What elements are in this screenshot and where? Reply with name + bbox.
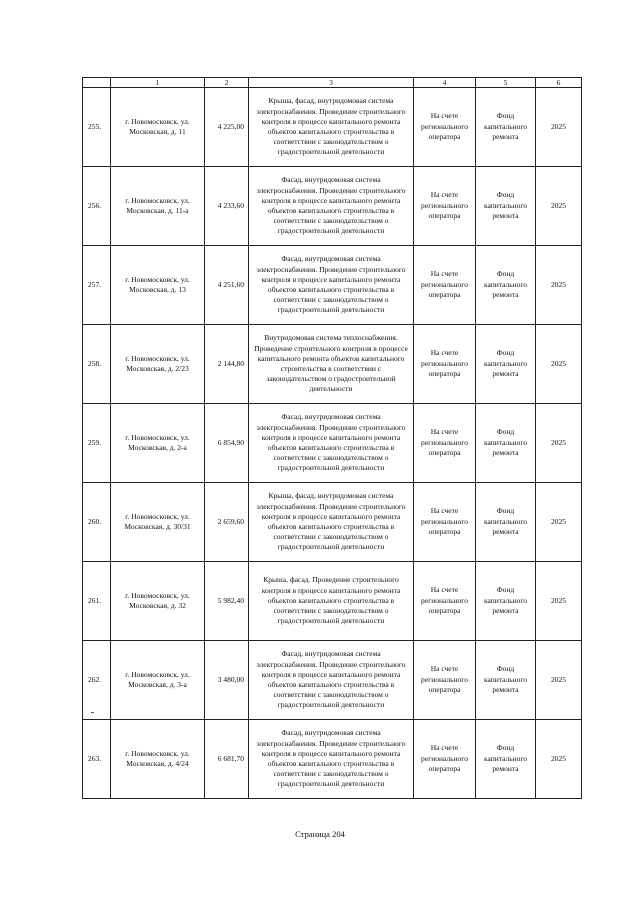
address-cell: г. Новомосковск, ул. Московская, д. 11 [111,88,205,167]
area-cell: 4 225,00 [205,88,249,167]
year-cell: 2025 [536,246,582,325]
funding-source-cell: Фонд капитального ремонта [476,325,536,404]
header-cell: 3 [249,78,414,88]
header-cell: 2 [205,78,249,88]
funding-source-cell: Фонд капитального ремонта [476,246,536,325]
funding-source-cell: Фонд капитального ремонта [476,88,536,167]
row-number-cell: 260. [83,483,111,562]
works-description-cell: Внутридомовая система теплоснабжения. Проведение строительного контроля в процессе капитального ремонта объектов капитального строительства в соответствии с законодательством о градостроительной деятельности [249,325,414,404]
header-cell: 1 [111,78,205,88]
works-description-cell: Фасад, внутридомовая система электроснабжения. Проведение строительного контроля в процессе капитального ремонта объектов капитального строительства в соответствии с законодательством о градостроительной деятельности [249,641,414,720]
account-type-cell: На счете регионального оператора [414,562,476,641]
account-type-cell: На счете регионального оператора [414,483,476,562]
table-row [83,246,582,325]
table-header-row [83,78,582,88]
year-cell: 2025 [536,483,582,562]
funding-source-cell: Фонд капитального ремонта [476,404,536,483]
table-row [83,404,582,483]
page-number: Страница 204 [295,829,345,839]
table-row [83,88,582,167]
address-cell: г. Новомосковск, ул. Московская, д. 32 [111,562,205,641]
area-cell: 6 681,70 [205,720,249,799]
table-row [83,325,582,404]
account-type-cell: На счете регионального оператора [414,246,476,325]
funding-source-cell: Фонд капитального ремонта [476,483,536,562]
address-cell: г. Новомосковск, ул. Московская, д. 13 [111,246,205,325]
table-row [83,167,582,246]
address-cell: г. Новомосковск, ул. Московская, д. 4/24 [111,720,205,799]
funding-source-cell: Фонд капитального ремонта [476,641,536,720]
year-cell: 2025 [536,404,582,483]
address-cell: г. Новомосковск, ул. Московская, д. 2/23 [111,325,205,404]
area-cell: 2 144,80 [205,325,249,404]
account-type-cell: На счете регионального оператора [414,167,476,246]
row-number-cell: 263. [83,720,111,799]
account-type-cell: На счете регионального оператора [414,325,476,404]
row-number-cell: 256. [83,167,111,246]
table-row [83,562,582,641]
works-description-cell: Фасад, внутридомовая система электроснабжения. Проведение строительного контроля в процессе капитального ремонта объектов капитального строительства в соответствии с законодательством о градостроительной деятельности [249,167,414,246]
header-cell: 6 [536,78,582,88]
area-cell: 4 251,60 [205,246,249,325]
address-cell: г. Новомосковск, ул. Московская, д. 30/31 [111,483,205,562]
header-cell: 5 [476,78,536,88]
year-cell: 2025 [536,720,582,799]
funding-source-cell: Фонд капитального ремонта [476,562,536,641]
works-description-cell: Фасад, внутридомовая система электроснабжения. Проведение строительного контроля в процессе капитального ремонта объектов капитального строительства в соответствии с законодательством о градостроительной деятельности [249,246,414,325]
account-type-cell: На счете регионального оператора [414,720,476,799]
year-cell: 2025 [536,562,582,641]
area-cell: 3 480,00 [205,641,249,720]
row-number-cell: 257. [83,246,111,325]
repair-plan-table [82,77,582,799]
table-row [83,641,582,720]
funding-source-cell: Фонд капитального ремонта [476,720,536,799]
row-number-cell: 261. [83,562,111,641]
year-cell: 2025 [536,641,582,720]
document-sheet [82,77,581,799]
works-description-cell: Фасад, внутридомовая система электроснабжения. Проведение строительного контроля в процессе капитального ремонта объектов капитального строительства в соответствии с законодательством о градостроительной деятельности [249,404,414,483]
area-cell: 5 982,40 [205,562,249,641]
row-number-cell: 262. [83,641,111,720]
row-number-cell: 258. [83,325,111,404]
account-type-cell: На счете регионального оператора [414,404,476,483]
area-cell: 2 659,60 [205,483,249,562]
table-row [83,720,582,799]
year-cell: 2025 [536,325,582,404]
account-type-cell: На счете регионального оператора [414,88,476,167]
works-description-cell: Крыша, фасад, внутридомовая система электроснабжения. Проведение строительного контроля в процессе капитального ремонта объектов капитального строительства в соответствии с законодательством о градостроительной деятельности [249,88,414,167]
year-cell: 2025 [536,88,582,167]
row-number-cell: 255. [83,88,111,167]
area-cell: 4 233,60 [205,167,249,246]
account-type-cell: На счете регионального оператора [414,641,476,720]
address-cell: г. Новомосковск, ул. Московская, д. 3-а [111,641,205,720]
works-description-cell: Фасад, внутридомовая система электроснабжения. Проведение строительного контроля в процессе капитального ремонта объектов капитального строительства в соответствии с законодательством о градостроительной деятельности [249,720,414,799]
area-cell: 6 854,90 [205,404,249,483]
header-cell-num [83,78,111,88]
table-row [83,483,582,562]
header-cell: 4 [414,78,476,88]
works-description-cell: Крыша, фасад. Проведение строительного контроля в процессе капитального ремонта объектов капитального строительства в соответствии с законодательством о градостроительной деятельности [249,562,414,641]
works-description-cell: Крыша, фасад, внутридомовая система электроснабжения. Проведение строительного контроля в процессе капитального ремонта объектов капитального строительства в соответствии с законодательством о градостроительной деятельности [249,483,414,562]
year-cell: 2025 [536,167,582,246]
funding-source-cell: Фонд капитального ремонта [476,167,536,246]
scan-artifact [91,712,94,713]
row-number-cell: 259. [83,404,111,483]
address-cell: г. Новомосковск, ул. Московская, д. 2-а [111,404,205,483]
address-cell: г. Новомосковск, ул. Московская, д. 11-а [111,167,205,246]
